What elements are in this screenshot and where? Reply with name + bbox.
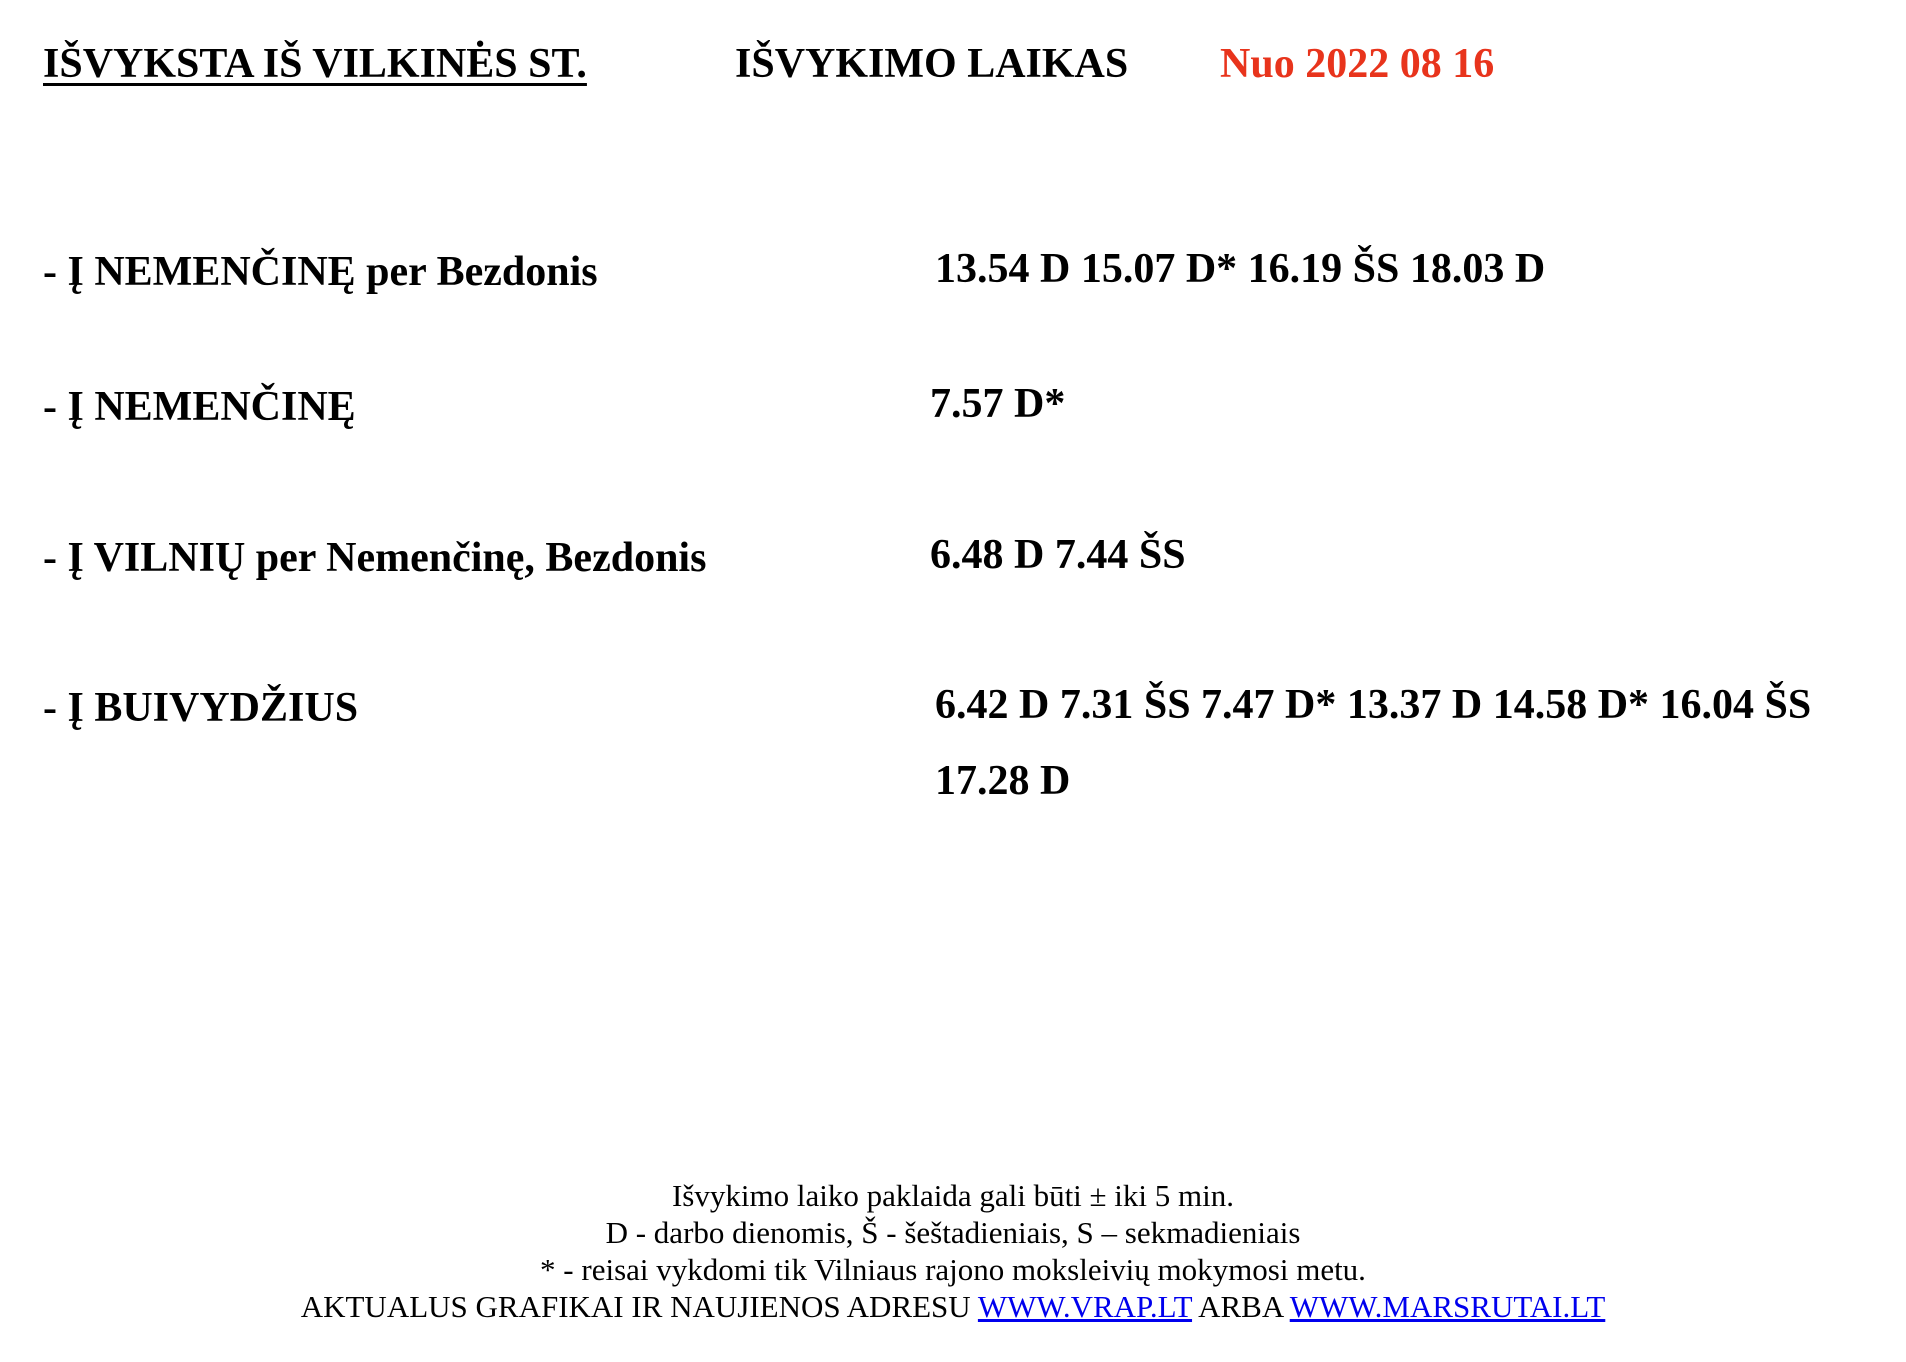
route-destination: - Į NEMENČINĘ per Bezdonis [43,249,598,295]
route-destination: - Į BUIVYDŽIUS [43,685,359,731]
valid-from-date: Nuo 2022 08 16 [1220,41,1495,87]
route-times: 7.57 D* [930,381,1066,427]
schedule-header [0,40,1906,100]
schedule-footer [0,1177,1906,1325]
asterisk-note: * - reisai vykdomi tik Vilniaus rajono moksleivių mokymosi metu. [540,1252,1366,1287]
legend-note: D - darbo dienomis, Š - šeštadieniais, S – sekmadieniais [605,1215,1301,1250]
route-destination: - Į VILNIŲ per Nemenčinę, Bezdonis [43,535,707,581]
route-destination: - Į NEMENČINĘ [43,384,356,430]
route-times: 6.42 D 7.31 ŠS 7.47 D* 13.37 D 14.58 D* 16.04 ŠS 17.28 D [935,682,1812,804]
route-times: 13.54 D 15.07 D* 16.19 ŠS 18.03 D [935,246,1546,292]
marsrutai-link[interactable]: WWW.MARSRUTAI.LT [1289,1289,1606,1324]
station-title: IŠVYKSTA IŠ VILKINĖS ST. [43,41,587,87]
route-times: 6.48 D 7.44 ŠS [930,532,1186,578]
links-separator: ARBA [1198,1289,1283,1324]
vrap-link[interactable]: WWW.VRAP.LT [977,1289,1193,1324]
departure-time-label: IŠVYKIMO LAIKAS [735,41,1129,87]
links-line [0,1288,1906,1325]
tolerance-note: Išvykimo laiko paklaida gali būti ± iki 5 min. [671,1178,1235,1213]
links-prefix: AKTUALUS GRAFIKAI IR NAUJIENOS ADRESU [300,1289,971,1324]
